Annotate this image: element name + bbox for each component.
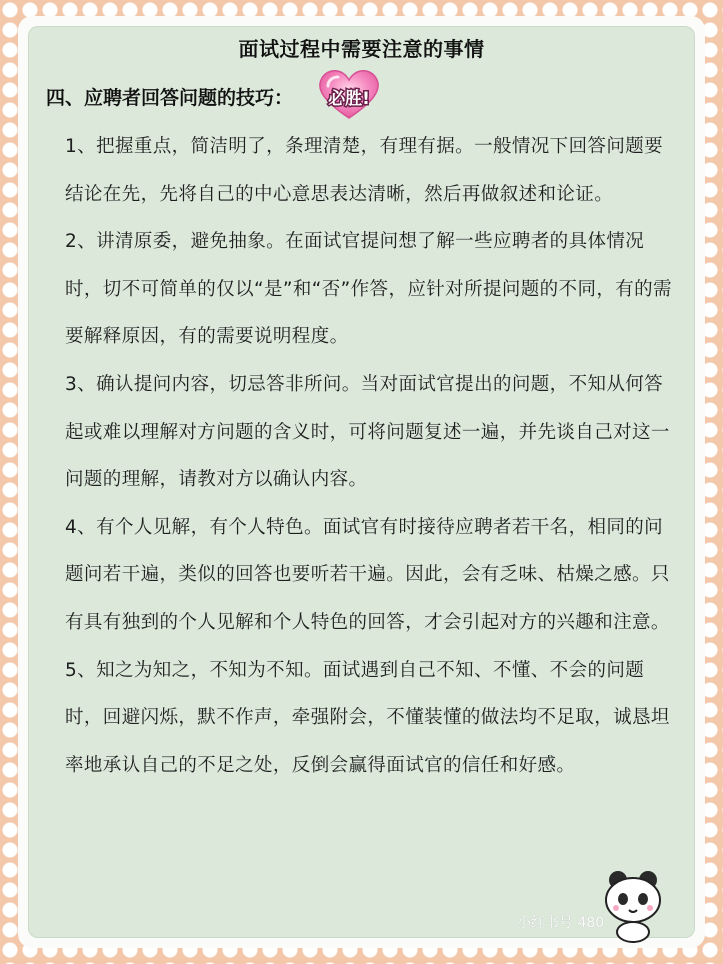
paragraph-3: 3、确认提问内容，切忌答非所问。当对面试官提出的问题，不知从何答起或难以理解对方问题的含义时，可将问题复述一遍，并先谈自己对这一问题的理解，请教对方以确认内容。 — [65, 373, 670, 491]
content-body — [65, 123, 673, 789]
badge-text: 必胜! — [328, 89, 370, 109]
paragraph-2: 2、讲清原委，避免抽象。在面试官提问想了解一些应聘者的具体情况时，切不可简单的仅以“是”和“否”作答，应针对所提问题的不同，有的需要解释原因，有的需要说明程度。 — [65, 231, 672, 348]
paragraph-1: 1、把握重点，简洁明了，条理清楚，有理有据。一般情况下回答问题要结论在先，先将自己的中心意思表达清晰，然后再做叙述和论证。 — [65, 136, 664, 205]
paragraph-4: 4、有个人见解，有个人特色。面试官有时接待应聘者若干名，相同的问题问若干遍，类似的回答也要听若干遍。因此，会有乏味、枯燥之感。只有具有独到的个人见解和个人特色的回答，才会引起对方的兴趣和注意。 — [65, 516, 670, 633]
panda-sticker-icon — [586, 866, 682, 944]
paragraph-5: 5、知之为知之，不知为不知。面试遇到自己不知、不懂、不会的问题时，回避闪烁，默不作声，牵强附会，不懂装懂的做法均不足取，诚恳坦率地承认自己的不足之处，反倒会赢得面试官的信任和好感。 — [65, 659, 670, 776]
section-heading: 四、应聘者回答问题的技巧： — [46, 87, 294, 109]
watermark: 小红书号 480 — [517, 915, 605, 931]
page-title: 面试过程中需要注意的事情 — [238, 37, 485, 61]
heart-badge-icon — [314, 64, 384, 122]
